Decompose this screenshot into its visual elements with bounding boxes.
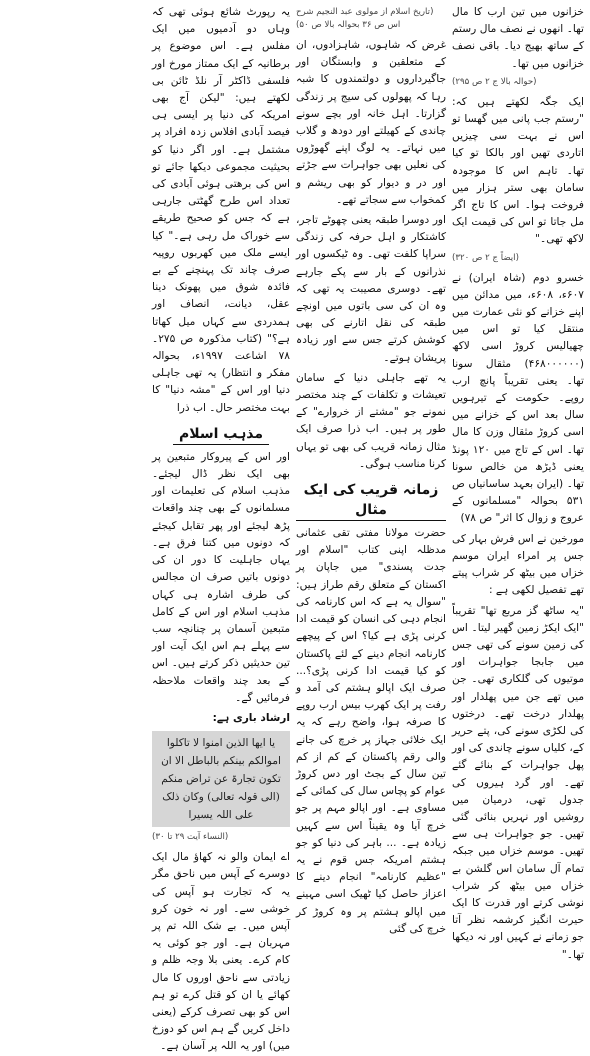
reference-note: (ایضاً ج ۲ ص ۳۲۰) [452, 252, 519, 263]
paragraph: یہ رپورٹ شائع ہوئی تھی کہ وہاں دو آدمیوں میں ایک مفلس ہے۔ اس موضوع پر برطانیہ کے ایک ممتاز مورخ اور فلسفی ڈاکٹر آر نلڈ ٹائن بی لکھتے ہیں: "لیکن آج بھی امریکہ کی دنیا پر ایسی ہی فیصد آبادی افلاس زدہ افراد پر مشتمل ہے۔ اور اگر دنیا کو بحیثیت مجموعی دیکھا جائے تو اس کی برھتی ہوئی آبادی کی تعداد اس طرح گھٹتی جارہی ہے کہ جس کو صحیح طریقے سے خوراک مل رہی ہے۔" کیا ایسے ملک میں کھربوں روپیہ صرف چاند تک پہنچنے کے بے فائدہ شوق میں پھونک دینا عقل، دیانت، انصاف اور ہمدردی سے کہاں میل کھاتا ہے؟" (کتاب مذکورہ ص ۲۷۵۔ ۷۸ اشاعت ۱۹۹۷ء، بحوالہ مفکر و انتظار) یہ تھی جاہلی دنیا اور اس کے "مشہ دنیا" کا بہت مختصر حال۔ اب ذرا [152, 6, 290, 414]
reference-note: (النساء آیت ۲۹ تا ۳۰) [152, 832, 229, 843]
paragraph: مورخین نے اس فرش بہار کی جس پر امراء ایران موسم خزاں میں بیٹھ کر شراب پیتے تھے تفصیل لکھی ہے : [452, 532, 584, 597]
section-heading-wrapper [296, 476, 446, 525]
section-heading: مذہب اسلام [173, 424, 269, 445]
reference-note: (تاریخ اسلام از مولوی عبد النجیم شرح اس ص ۳۶ بحوالہ بالا ص ۵۰) [296, 7, 434, 30]
section-heading: زمانہ قریب کی ایک مثال [296, 480, 446, 521]
text-column-3 [152, 4, 290, 1053]
section-heading-wrapper [152, 420, 290, 449]
subheading: ارشاد باری ہے: [212, 711, 290, 724]
paragraph: غرض کہ شاہوں، شاہزادوں، ان کے متعلقین و وابستگان اور جاگیرداروں و دولتمندوں کا شبہ رہا کہ پھولوں کی سیج پر زندگی گزارتا۔ اہل خانہ اور بچے سونے چاندی کے کھیلتے اور دودھ و گلاب میں نہاتے۔ یہ لوگ اپنے گھوڑوں کی نعلیں بھی جواہرات سے جڑتے اور در و دیوار کو بھی ریشم و کمخواب سے سجاتے تھے۔ [296, 39, 446, 206]
text-column-1 [452, 4, 584, 961]
reference-note: (حوالہ بالا ج ۲ ص ۲۹۵) [452, 76, 537, 87]
paragraph: اے ایمان والو نہ کھاؤ مال ایک دوسرے کے آپس میں ناحق مگر یہ کہ تجارت ہو آپس کی خوشی سے۔ اور نہ خون کرو آپس میں۔ بے شک اللہ تم پر مہربان ہے۔ اور جو کوئی یہ کام کرے۔ یعنی بلا وجہ ظلم و زیادتی سے ناحق اوروں کا مال کھائے یا ان کو قتل کرے تو ہم اس کو بھی تصرف کرکے (یعنی داخل کریں گے ہم اس کو دوزخ میں) اور یہ اللہ پر آسان ہے۔ [152, 851, 290, 1053]
paragraph: ایک جگہ لکھتے ہیں کہ: "رستم جب پانی میں گھسا تو اس نے بہت سی چیزیں اتاردی تھیں اور بالکا تو کیا تھا۔ تاہم اس کا موجودہ سامان بھی ستر ہزار میں فروخت ہوا۔ اس کا تاج اگر مل جاتا تو اس کی قیمت ایک لاکھ تھی۔" [452, 95, 584, 246]
paragraph: اور دوسرا طبقہ یعنی چھوٹے تاجر، کاشتکار و اہل حرفہ کی زندگی سراپا کلفت تھی۔ وہ ٹیکسوں اور نذرانوں کے بار سے پکے جارہے تھے۔ دوسری مصیبت یہ تھی کہ وہ ان کی سی باتوں میں اونچے طبقہ کی نقل اتارنے کی بھی کوشش کرتے جس سے اور زیادہ پریشان ہوتے۔ [296, 214, 446, 364]
paragraph: اور اس کے پیروکار متبعین پر بھی ایک نظر ڈال لیجئے۔ مذہب اسلام کی تعلیمات اور مسلمانوں کے بھی چند واقعات پڑھ لیجئے اور پھر تقابل کیجئے کہ دونوں میں کتنا فرق ہے۔ یہاں جاہلیت کا دور ان کی دونوں باتیں صرف ان مجالس کی طرف اشارہ ہی کہاں مذہب اسلام اور اس کے کامل متبعین آسمان پر چنانچہ سب سے پہلے ہم اس ایک آیت اور تین حدیثیں ذکر کرتے ہیں۔ اس کے بعد چند واقعات ملاحظہ فرمائیں گے۔ [152, 450, 290, 704]
paragraph: "یہ ساٹھ گز مربع تھا" تقریباً "ایک ایکڑ زمین گھیر لیتا۔ اس کی زمین سونے کی تھی جس میں جابجا جواہرات اور موتیوں کی گلکاری تھی۔ جن میں تھے جن میں پھلدار اور پھلدار درخت تھے۔ درختوں کی لکڑی سونے کی، پتے حریر کے، کلیاں سونے چاندی کی اور پھل جواہرات کے بنائے گئے تھے۔ اور گرد ہیروں کی جدول تھی، درمیان میں روشیں اور نہریں بنائی گئی تھیں۔ جو جواہرات ہی سے تھیں۔ موسم خزاں میں جبکہ تمام آل سامان اس گلشن بے خزاں میں بیٹھ کر شراب نوشی کرتے اور قدرت کا ایک حیرت انگیز کرشمہ نظر آتا جو زمانے نے کہیں اور نہ دیکھا تھا۔" [452, 604, 584, 961]
paragraph: خسرو دوم (شاہ ایران) نے ۶۰۷ء، ۶۰۸ء، میں مدائن میں اپنے خزانے کو نئی عمارت میں منتقل کیا تو اس میں چھیالیس کروڑ اسی لاکھ (۴۶۸۰۰۰۰۰۰) مثقال سونا تھا۔ یعنی تقریباً پانچ ارب روپے۔ حکومت کے تیرہویں سال بعد اس کے خزانے میں اسی کروڑ مثقال وزن کا مال تھا۔ اس کے تاج میں ۱۲۰ پونڈ یعنی ڈیڑھ من خالص سونا تھا۔ (ایران بعہد ساسانیاں ص ۵۳۱ بحوالہ "مسلمانوں کے عروج و زوال کا اثر" ص ۷۸) [452, 271, 584, 525]
paragraph: خزانوں میں تین ارب کا مال تھا۔ انھوں نے نصف مال رستم کے ساتھ بھیج دیا۔ باقی نصف خزانوں میں تھا۔ [452, 6, 584, 70]
quran-verse-box: یا ایھا الذین امنوا لا تاکلوا اموالکم بینکم بالباطل الا ان تکون تجارۃ عن تراض منکم (الی قولہ تعالی) وکان ذلک علی اللہ یسیرا [152, 731, 290, 827]
paragraph: حضرت مولانا مفتی تقی عثمانی مدظلہ اپنی کتاب "اسلام اور جدت پسندی" میں جاپان پر اکستان کے متعلق رقم طراز ہیں: "سوال یہ ہے کہ اس کارنامہ کی انجام دہی کی انسان کو قیمت ادا کرنی پڑی ہے کیا؟ اس کے پیچھے کارنامہ انجام دینے کے لئے پاکستان کو کیا قیمت ادا کرنی پڑی؟... صرف ایک اپالو ہشتم کی آمد و رفت پر ایک کھرب بیس ارب روپے کا صرفہ ہوا، واضح رہے کہ یہ ایک خلائی جہاز پر خرچ کی جانے والی رقم پاکستان کے کم از کم تین سال کے بجٹ اور دس کروڑ عوام کو پچاس سال کی کمائی کے مساوی ہے۔ اور اپالو مہم پر جو خرچ آیا وہ یقیناً اس سے کہیں زیادہ ہے۔ ... باہر کی دنیا کو جو ہشتم امریکہ جس قوم نے یہ "عظیم کارنامہ" انجام دینے کا اعزاز حاصل کیا ٹھیک اسی مہینے میں اپالو ہشتم پر وہ کروڑ کر خرچ کی گئی [296, 527, 446, 935]
text-column-2 [296, 4, 446, 935]
paragraph: یہ تھے جاہلی دنیا کے سامان تعیشات و تکلفات کے چند مختصر نمونے جو "مشتے از خروارے" کے طور پر ہیں۔ اب ذرا صرف ایک مثال زمانہ قریب کی بھی تو یہاں کرنا مناسب ہوگی۔ [296, 371, 446, 470]
